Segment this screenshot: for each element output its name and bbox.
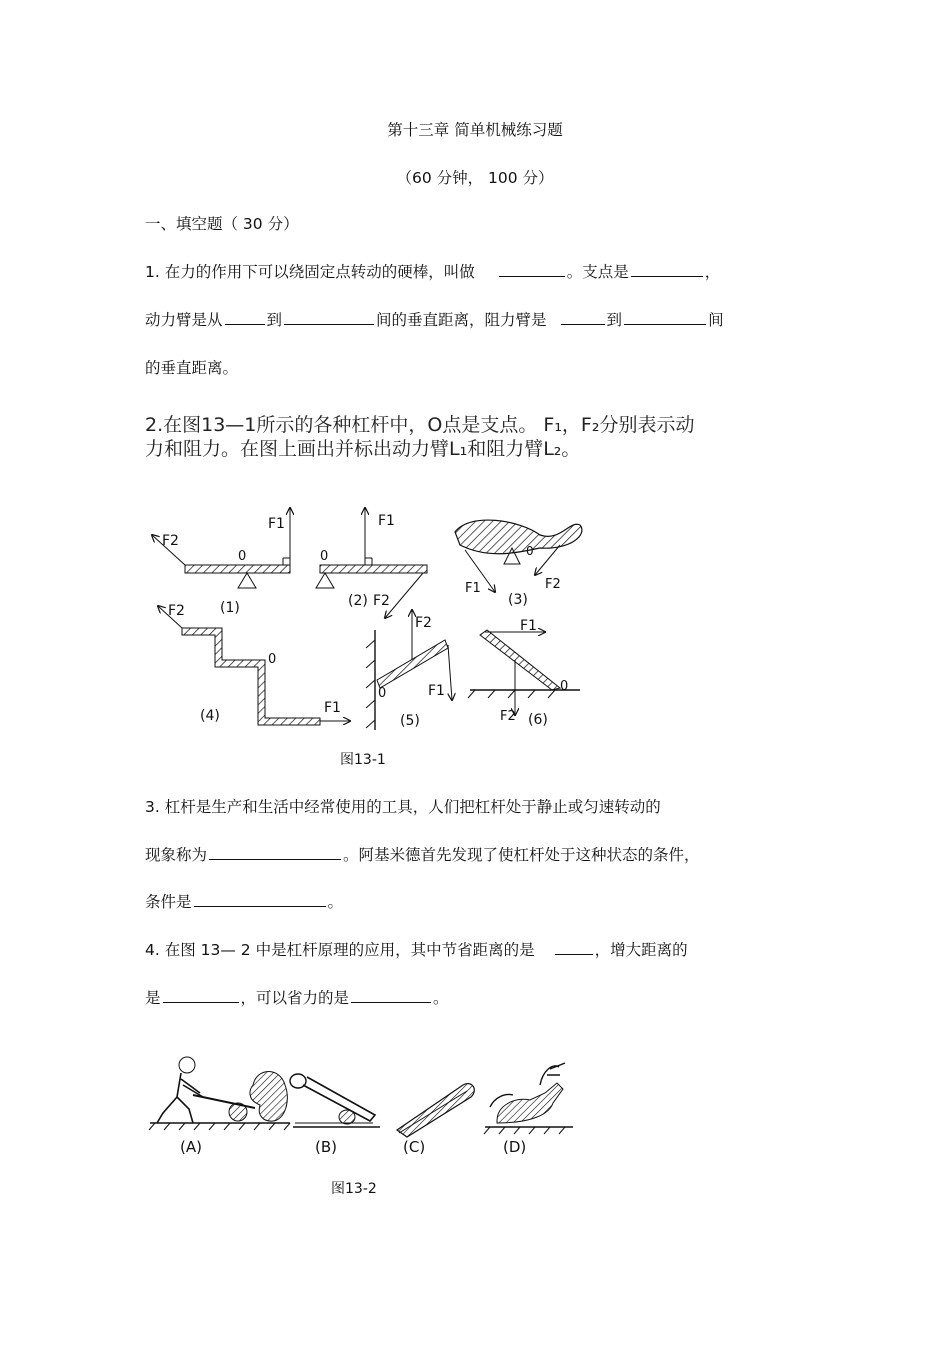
question-4-line-1 [145, 940, 688, 960]
question-3-line-3 [145, 892, 343, 912]
label-n4: (4) [200, 708, 220, 724]
section-heading: 一、填空题（ 30 分） [145, 215, 299, 233]
question-3-line-2 [145, 845, 700, 865]
figure-13-1 [140, 500, 600, 775]
illustration-c [397, 1084, 474, 1156]
question-2-line-1: 2.在图13—1所示的各种杠杆中，O点是支点。 F₁，F₂分别表示动 [145, 414, 695, 436]
page-subtitle: （60 分钟， 100 分） [396, 169, 554, 187]
q1-text-f: 间的垂直距离，阻力臂是 [376, 311, 547, 329]
illustration-d [484, 1063, 573, 1156]
q4-blank-3[interactable] [351, 988, 431, 1003]
label-f2: F2 [500, 709, 516, 724]
q1-blank-2[interactable] [631, 262, 703, 277]
q3-text-b: 。阿基米德首先发现了使杠杆处于这种状态的条件， [343, 846, 700, 864]
q1-text-h: 间 [708, 311, 724, 329]
lever-diagram-3 [455, 520, 582, 608]
label-n2: (2) [348, 593, 368, 609]
q1-blank-1[interactable] [499, 262, 565, 277]
q3-blank-2[interactable] [194, 892, 326, 907]
label-f1: F1 [268, 516, 285, 532]
q1-text-d: 动力臂是从 [145, 311, 223, 329]
q1-text-e: 到 [266, 311, 283, 329]
lever-diagram-2 [316, 508, 427, 618]
label-o: 0 [268, 652, 277, 667]
page-title: 第十三章 简单机械练习题 [387, 121, 563, 139]
lever-diagram-4 [158, 603, 350, 725]
lever-diagram-5 [366, 610, 452, 730]
label-o: 0 [320, 549, 329, 564]
label-o: 0 [526, 544, 534, 558]
illustration-b [290, 1074, 380, 1156]
q4-blank-2[interactable] [163, 988, 239, 1003]
label-n5: (5) [400, 713, 420, 729]
label-n3: (3) [508, 592, 528, 608]
q1-text-a: 1. 在力的作用下可以绕固定点转动的硬棒，叫做 [145, 263, 475, 281]
q1-blank-5[interactable] [561, 310, 605, 325]
q4-text-e: 。 [433, 989, 449, 1007]
question-1-line-3: 的垂直距离。 [145, 359, 239, 377]
label-a: (A) [180, 1138, 202, 1156]
figure-13-1-caption: 图13-1 [340, 752, 386, 768]
q4-text-c: 是 [145, 989, 161, 1007]
label-n6: (6) [528, 712, 548, 728]
label-b: (B) [315, 1138, 337, 1156]
q3-text-c: 条件是 [145, 893, 192, 911]
figure-13-2 [145, 1045, 585, 1205]
q3-text-a: 现象称为 [145, 846, 208, 864]
q1-blank-6[interactable] [624, 310, 706, 325]
label-f2: F2 [545, 577, 561, 592]
q1-blank-3[interactable] [225, 310, 265, 325]
figure-13-2-caption: 图13-2 [331, 1181, 377, 1197]
label-o: 0 [378, 686, 387, 701]
q4-text-b: ，增大距离的 [594, 941, 688, 959]
label-c: (C) [403, 1138, 426, 1156]
q1-blank-4[interactable] [284, 310, 374, 325]
label-f2: F2 [373, 593, 390, 609]
label-d: (D) [503, 1138, 527, 1156]
q3-blank-1[interactable] [209, 845, 341, 860]
q4-blank-1[interactable] [555, 940, 593, 955]
label-n1: (1) [220, 600, 240, 616]
question-3-line-1: 3. 杠杆是生产和生活中经常使用的工具，人们把杠杆处于静止或匀速转动的 [145, 798, 661, 816]
q1-text-b: 。支点是 [566, 263, 629, 281]
label-f1: F1 [378, 513, 395, 529]
lever-diagram-1 [152, 508, 290, 616]
label-f2: F2 [168, 603, 185, 619]
question-1-line-1 [145, 262, 720, 282]
label-o: 0 [238, 549, 247, 564]
q1-text-g: 到 [606, 311, 623, 329]
label-f1: F1 [428, 683, 445, 699]
question-2-line-2: 力和阻力。在图上画出并标出动力臂L₁和阻力臂L₂。 [145, 438, 581, 460]
q4-text-d: ，可以省力的是 [240, 989, 350, 1007]
lever-diagram-6 [468, 618, 580, 728]
q1-text-c: ， [704, 263, 721, 281]
illustration-a [149, 1057, 290, 1156]
label-f1: F1 [324, 700, 341, 716]
label-f1: F1 [520, 618, 537, 634]
question-1-line-2 [145, 310, 724, 330]
label-f1: F1 [465, 581, 481, 596]
label-f2: F2 [162, 533, 179, 549]
q3-text-d: 。 [327, 893, 344, 911]
question-4-line-2 [145, 988, 449, 1008]
label-f2: F2 [415, 615, 432, 631]
label-o: 0 [560, 679, 569, 694]
q4-text-a: 4. 在图 13— 2 中是杠杆原理的应用，其中节省距离的是 [145, 941, 535, 959]
